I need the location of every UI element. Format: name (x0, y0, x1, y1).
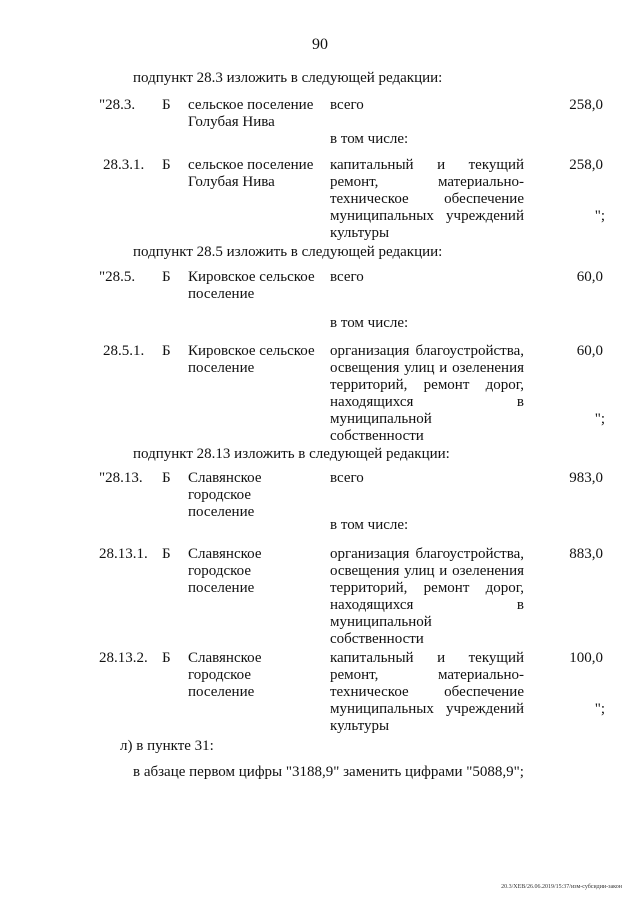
page-number: 90 (312, 36, 328, 53)
item-name: Славянское городское поселение (188, 546, 262, 596)
instruction-28-13: подпункт 28.13 изложить в следующей редакции: (133, 446, 450, 462)
item-type: Б (162, 470, 171, 486)
item-name: сельское поселение Голубая Нива (188, 157, 314, 190)
item-name: Славянское городское поселение (188, 650, 262, 700)
item-number: 28.13.2. (99, 650, 148, 666)
closing-quote: "; (594, 411, 605, 427)
item-sum: 258,0 (569, 97, 603, 113)
item-sum: 883,0 (569, 546, 603, 562)
item-type: Б (162, 343, 171, 359)
item-sum: 100,0 (569, 650, 603, 666)
item-desc: всего (330, 470, 364, 486)
item-sum: 983,0 (569, 470, 603, 486)
item-type: Б (162, 157, 171, 173)
item-desc: всего (330, 97, 364, 113)
item-name: сельское поселение Голубая Нива (188, 97, 314, 130)
item-type: Б (162, 269, 171, 285)
item-type: Б (162, 97, 171, 113)
footer-doc-id: 20.3/ХЕВ/26.06.2019/15:37/изм-субсидии-закон (501, 884, 622, 890)
item-number: "28.5. (99, 269, 136, 285)
item-sum: 60,0 (576, 343, 603, 359)
paragraph-item-l: л) в пункте 31: (120, 738, 214, 754)
item-sum: 258,0 (569, 157, 603, 173)
including-label: в том числе: (330, 315, 409, 331)
including-label: в том числе: (330, 517, 409, 533)
item-number: 28.5.1. (103, 343, 145, 359)
item-number: "28.13. (99, 470, 143, 486)
item-sum: 60,0 (576, 269, 603, 285)
paragraph-replace-figures: в абзаце первом цифры "3188,9" заменить цифрами "5088,9"; (133, 764, 524, 780)
item-number: 28.13.1. (99, 546, 148, 562)
item-name: Славянское городское поселение (188, 470, 262, 520)
item-number: 28.3.1. (103, 157, 145, 173)
item-desc: организация благоустройства, освещения улиц и озеленения территорий, ремонт дорог, находящихся в муниципальной собственности (330, 343, 524, 444)
item-desc: организация благоустройства, освещения улиц и озеленения территорий, ремонт дорог, находящихся в муниципальной собственности (330, 546, 524, 647)
including-label: в том числе: (330, 131, 409, 147)
closing-quote: "; (594, 208, 605, 224)
item-desc: капитальный и текущий ремонт, материально-техническое обеспечение муниципальных учреждений культуры (330, 157, 524, 241)
item-desc: капитальный и текущий ремонт, материально-техническое обеспечение муниципальных учреждений культуры (330, 650, 524, 734)
item-name: Кировское сельское поселение (188, 269, 315, 302)
instruction-28-5: подпункт 28.5 изложить в следующей редакции: (133, 244, 443, 260)
item-type: Б (162, 650, 171, 666)
instruction-28-3: подпункт 28.3 изложить в следующей редакции: (133, 70, 443, 86)
closing-quote: "; (594, 701, 605, 717)
item-number: "28.3. (99, 97, 136, 113)
item-name: Кировское сельское поселение (188, 343, 315, 376)
item-desc: всего (330, 269, 364, 285)
item-type: Б (162, 546, 171, 562)
